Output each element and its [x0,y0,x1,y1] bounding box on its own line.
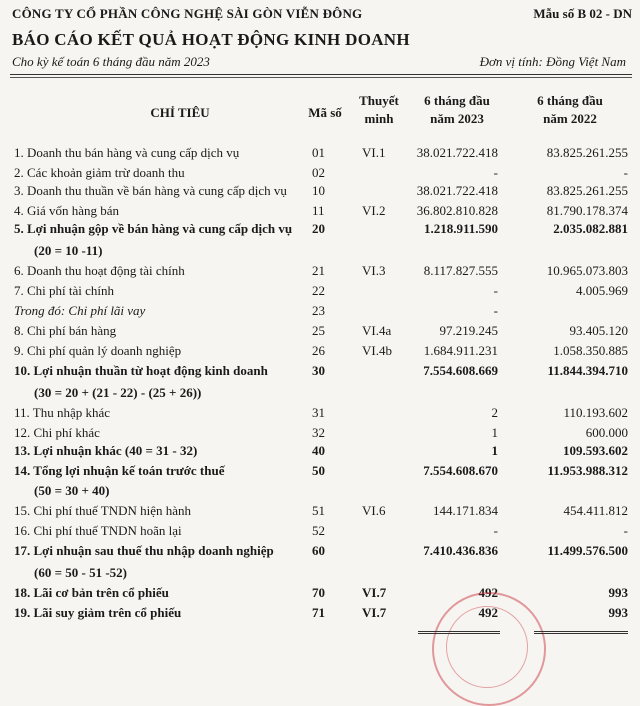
row-label: (60 = 50 - 51 -52) [34,565,127,580]
table-row [0,404,640,424]
row-label: (30 = 20 + (21 - 22) - (25 + 26)) [34,385,202,400]
row-label: 18. Lãi cơ bản trên cổ phiếu [14,585,169,600]
row-value-2022: 454.411.812 [563,503,628,518]
row-value-2023: 1 [491,443,498,458]
table-row [0,282,640,302]
row-code: 70 [312,585,325,600]
row-code: 22 [312,283,325,298]
row-value-2023: 97.219.245 [439,323,498,338]
row-label: 13. Lợi nhuận khác (40 = 31 - 32) [14,443,198,458]
report-period: Cho kỳ kế toán 6 tháng đầu năm 2023 [12,54,210,69]
row-value-2022: 109.593.602 [563,443,628,458]
row-label: 4. Giá vốn hàng bán [14,203,120,218]
table-row [0,564,640,584]
row-value-2022: 993 [608,585,628,600]
double-underline-2022 [534,631,628,632]
column-header-2023-line1: 6 tháng đầu [424,93,490,108]
row-code: 52 [312,523,325,538]
row-label: 1. Doanh thu bán hàng và cung cấp dịch vụ [14,145,240,160]
table-row [0,362,640,384]
row-code: 50 [312,463,325,478]
table-row [0,342,640,362]
row-value-2022: 83.825.261.255 [546,145,628,160]
row-code: 25 [312,323,325,338]
row-value-2022: 2.035.082.881 [553,221,628,236]
row-value-2023: 1.684.911.231 [423,343,498,358]
column-header-2022-line2: năm 2022 [543,111,597,126]
report-title: BÁO CÁO KẾT QUẢ HOẠT ĐỘNG KINH DOANH [12,30,410,49]
row-label: 2. Các khoản giảm trừ doanh thu [14,165,185,180]
row-note: VI.2 [362,203,386,218]
row-value-2022: 93.405.120 [569,323,628,338]
company-name: CÔNG TY CỔ PHẦN CÔNG NGHỆ SÀI GÒN VIỄN ĐÔNG [12,6,363,21]
table-row [0,522,640,542]
row-value-2023: 492 [478,585,498,600]
column-header-note [352,92,406,128]
row-note: VI.6 [362,503,386,518]
row-code: 21 [312,263,325,278]
row-code: 60 [312,543,325,558]
table-row [0,584,640,604]
currency-unit: Đơn vị tính: Đồng Việt Nam [479,54,626,69]
row-value-2023: 36.802.810.828 [416,203,498,218]
row-value-2022: 110.193.602 [563,405,628,420]
header-divider [10,74,632,75]
row-code: 40 [312,443,325,458]
double-underline-2022-second [534,633,628,634]
table-row [0,302,640,322]
row-label: Trong đó: Chi phí lãi vay [14,303,146,318]
row-label: 3. Doanh thu thuần về bán hàng và cung cấp dịch vụ [14,183,287,198]
row-code: 30 [312,363,325,378]
row-value-2023: - [493,303,498,318]
table-row [0,182,640,202]
row-code: 23 [312,303,325,318]
column-header-2023-line2: năm 2023 [430,111,484,126]
row-code: 26 [312,343,325,358]
row-note: VI.1 [362,145,386,160]
row-label: 5. Lợi nhuận gộp về bán hàng và cung cấp dịch vụ [14,221,293,236]
table-row [0,242,640,262]
row-label: 11. Thu nhập khác [14,405,111,420]
table-row [0,604,640,622]
row-value-2023: 1.218.911.590 [423,221,498,236]
row-value-2023: 8.117.827.555 [423,263,498,278]
row-value-2022: - [623,523,628,538]
row-value-2023: - [493,283,498,298]
row-label: 7. Chi phí tài chính [14,283,115,298]
row-label: 12. Chi phí khác [14,425,100,440]
row-value-2023: 1 [491,425,498,440]
row-value-2022: 4.005.969 [576,283,628,298]
table-row [0,482,640,502]
row-note: VI.7 [362,585,387,600]
row-label: 17. Lợi nhuận sau thuế thu nhập doanh nghiệp [14,543,274,558]
row-value-2022: 81.790.178.374 [546,203,628,218]
table-row [0,220,640,242]
row-label: 6. Doanh thu hoạt động tài chính [14,263,185,278]
row-code: 32 [312,425,325,440]
row-value-2022: - [623,165,628,180]
column-header-2022-line1: 6 tháng đầu [537,93,603,108]
table-row [0,462,640,482]
company-seal-inner [446,606,528,688]
row-code: 01 [312,145,325,160]
table-row [0,262,640,282]
row-value-2022: 600.000 [585,425,628,440]
row-value-2022: 1.058.350.885 [553,343,628,358]
row-label: (20 = 10 -11) [34,243,103,258]
row-code: 20 [312,221,325,236]
row-value-2023: - [493,523,498,538]
table-row [0,164,640,182]
row-label: 10. Lợi nhuận thuần từ hoạt động kinh doanh [14,363,268,378]
row-value-2022: 11.953.988.312 [547,463,628,478]
row-value-2022: 10.965.073.803 [546,263,628,278]
column-header-2022 [512,92,628,128]
row-value-2023: 2 [491,405,498,420]
row-label: 16. Chi phí thuế TNDN hoãn lại [14,523,182,538]
row-label: (50 = 30 + 40) [34,483,110,498]
row-code: 71 [312,605,325,620]
table-row [0,424,640,442]
row-label: 8. Chi phí bán hàng [14,323,117,338]
row-note: VI.4a [362,323,392,338]
header-divider-secondary [10,77,632,78]
row-value-2022: 11.844.394.710 [547,363,628,378]
row-code: 51 [312,503,325,518]
row-value-2023: 144.171.834 [433,503,498,518]
row-code: 02 [312,165,325,180]
column-header-note-line2: minh [364,111,394,126]
table-row [0,144,640,164]
table-row [0,384,640,404]
row-value-2022: 993 [608,605,628,620]
row-label: 9. Chi phí quản lý doanh nghiệp [14,343,182,358]
row-label: 19. Lãi suy giảm trên cổ phiếu [14,605,182,620]
table-row [0,542,640,564]
row-note: VI.3 [362,263,386,278]
row-value-2023: - [493,165,498,180]
row-value-2023: 7.410.436.836 [423,543,498,558]
row-value-2022: 83.825.261.255 [546,183,628,198]
row-value-2023: 7.554.608.670 [423,463,498,478]
double-underline-2023-second [418,633,500,634]
double-underline-2023 [418,631,500,632]
form-code: Mẫu số B 02 - DN [533,6,632,21]
row-code: 10 [312,183,325,198]
row-value-2023: 38.021.722.418 [416,145,498,160]
table-row [0,502,640,522]
row-note: VI.7 [362,605,387,620]
row-value-2023: 38.021.722.418 [416,183,498,198]
statement-rows [0,144,640,622]
row-label: 15. Chi phí thuế TNDN hiện hành [14,503,192,518]
column-header-code: Mã số [308,105,342,120]
row-value-2022: 11.499.576.500 [547,543,628,558]
row-code: 31 [312,405,325,420]
column-header-note-line1: Thuyết [359,93,399,108]
column-header-2023 [404,92,510,128]
table-row [0,442,640,462]
table-row [0,202,640,220]
row-note: VI.4b [362,343,392,358]
row-label: 14. Tổng lợi nhuận kế toán trước thuế [14,463,225,478]
column-header-indicator: CHỈ TIÊU [150,105,210,120]
row-value-2023: 7.554.608.669 [423,363,498,378]
row-code: 11 [312,203,325,218]
row-value-2023: 492 [478,605,498,620]
table-row [0,322,640,342]
